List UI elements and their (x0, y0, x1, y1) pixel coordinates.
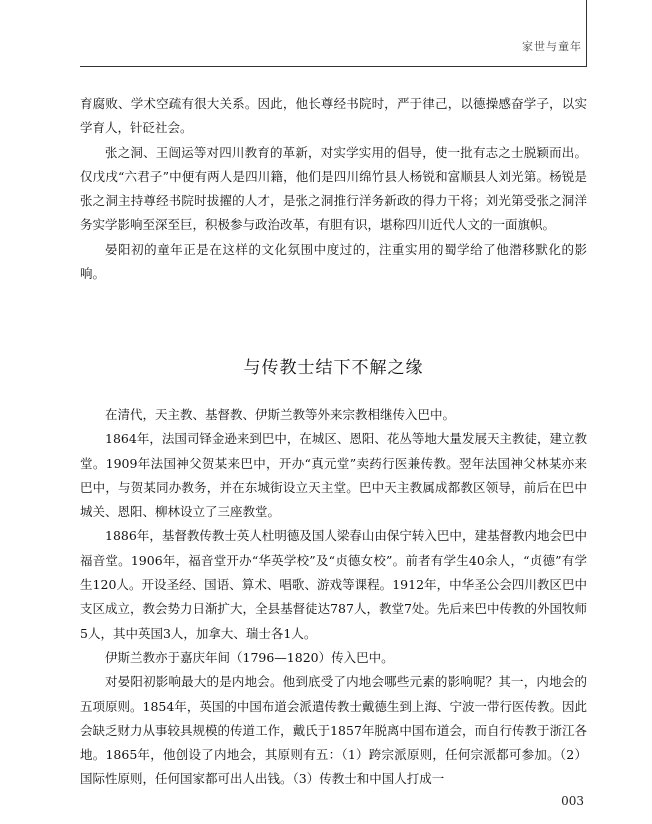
section-paragraph: 对晏阳初影响最大的是内地会。他到底受了内地会哪些元素的影响呢？其一，内地会的五项原则。1854年，英国的中国布道会派遣传教士戴德生到上海、宁波一带行医传教。因此会缺乏财力从事较具规模的传道工作，戴氏于1857年脱离中国布道会，而自行传教于浙江各地。1865年，他创设了内地会，其原则有五：（1）跨宗派原则，任何宗派都可参加。（2）国际性原则，任何国家都可出人出钱。（3）传教士和中国人打成一 (80, 674, 587, 787)
intro-text-block (80, 92, 587, 286)
intro-paragraph: 晏阳初的童年正是在这样的文化氛围中度过的，注重实用的蜀学给了他潜移默化的影响。 (80, 241, 587, 282)
section-paragraph: 1864年，法国司铎金逊来到巴中，在城区、恩阳、花丛等地大量发展天主教徒，建立教堂。1909年法国神父贺某来巴中，开办“真元堂”卖药行医兼传教。翌年法国神父林某亦来巴中，与贺某同办教务，并在东城街设立天主堂。巴中天主教属成都教区领导，前后在巴中城关、恩阳、柳林设立了三座教堂。 (80, 431, 587, 520)
section-paragraph: 伊斯兰教亦于嘉庆年间（1796—1820）传入巴中。 (105, 649, 394, 665)
section-paragraph: 在清代，天主教、基督教、伊斯兰教等外来宗教相继传入巴中。 (105, 407, 456, 422)
section-paragraph: 1886年，基督教传教士英人杜明德及国人梁春山由保宁转入巴中，建基督教内地会巴中福音堂。1906年，福音堂开办“华英学校”及“贞德女校”。前者有学生40余人，“贞德”有学生120人。开设圣经、国语、算术、唱歌、游戏等课程。1912年，中华圣公会四川教区巴中支区成立，教会势力日渐扩大，全县基督徒达787人，教堂7处。先后来巴中传教的外国牧师5人，其中英国3人，加拿大、瑞士各1人。 (80, 528, 587, 641)
section-heading: 与传教士结下不解之缘 (243, 358, 424, 378)
page-number: 003 (561, 794, 584, 808)
intro-paragraph: 张之洞、王闿运等对四川教育的革新，对实学实用的倡导，使一批有志之士脱颖而出。仅戊戌“六君子”中便有两人是四川籍，他们是四川绵竹县人杨锐和富顺县人刘光第。杨锐是张之洞主持尊经书院时拔擢的人才，是张之洞推行洋务新政的得力干将；刘光第受张之洞洋务实学影响至深至巨，积极参与政治改革，有胆有识，堪称四川近代人文的一面旗帜。 (80, 144, 587, 233)
header-horizontal-rule (80, 66, 587, 67)
intro-paragraph: 育腐败、学术空疏有很大关系。因此，他长尊经书院时，严于律己，以德操感奋学子，以实学育人，针砭社会。 (80, 96, 587, 136)
running-header-title: 家世与童年 (522, 40, 582, 53)
section-text-block (80, 403, 587, 792)
header-vertical-rule (586, 0, 587, 66)
